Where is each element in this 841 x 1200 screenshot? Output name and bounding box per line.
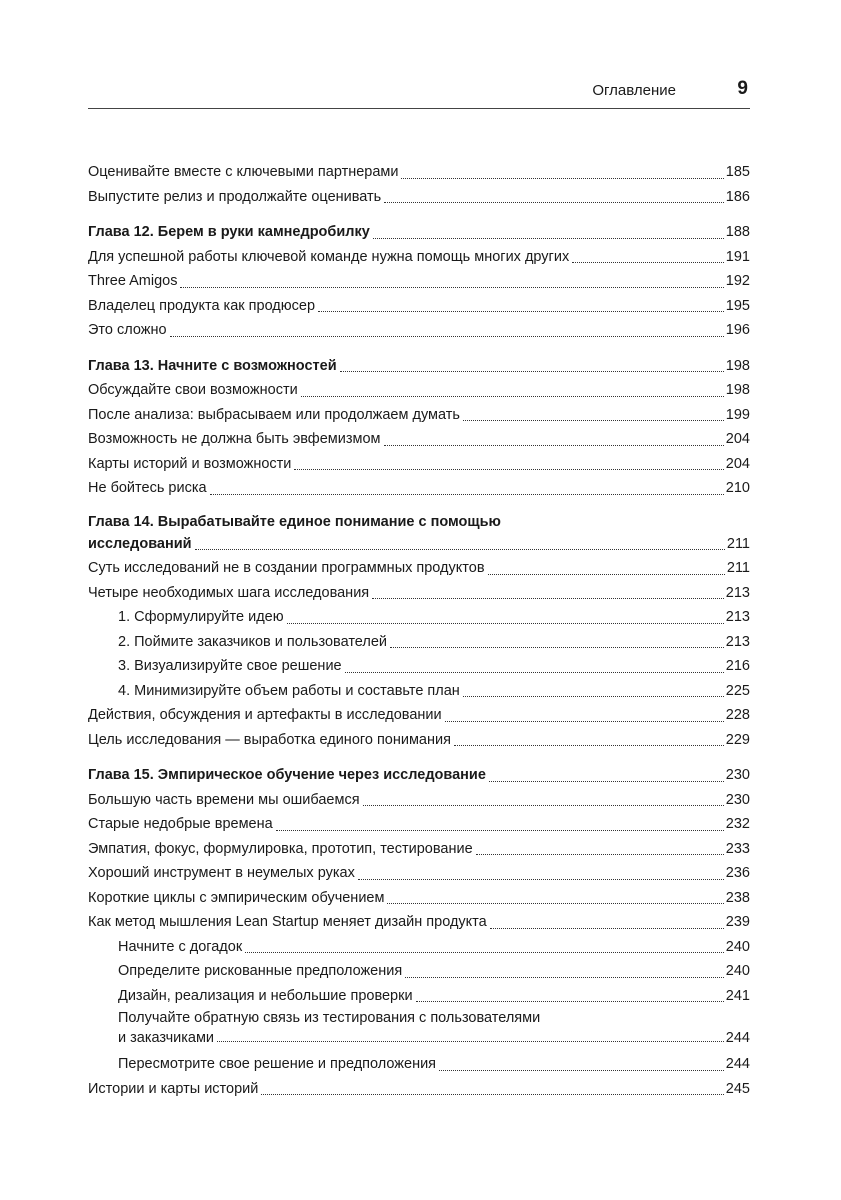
page-number: 9 (737, 78, 748, 99)
toc-entry-page: 199 (725, 406, 750, 423)
toc-entry-page: 230 (725, 767, 750, 783)
toc-entry[interactable] (88, 703, 750, 728)
toc-entry-page: 198 (725, 357, 750, 374)
toc-entry-page: 204 (725, 431, 750, 447)
toc-entry-label: и заказчиками (118, 1030, 215, 1046)
toc-entry-page: 186 (725, 188, 750, 205)
leader-dots (476, 854, 724, 855)
leader-dots (276, 830, 724, 831)
toc-entry-label: Владелец продукта как продюсер (88, 297, 316, 314)
toc-entry-page: 204 (725, 455, 750, 472)
header-title: Оглавление (592, 82, 676, 99)
leader-dots (180, 287, 723, 288)
toc-subentry[interactable] (88, 654, 750, 679)
toc-entry-page: 244 (725, 1056, 750, 1072)
toc-entry-page: 230 (725, 791, 750, 808)
toc-entry[interactable] (88, 886, 750, 911)
toc-entry-page: 232 (725, 816, 750, 832)
leader-dots (454, 745, 724, 746)
toc-entry-label: Не бойтесь риска (88, 480, 207, 496)
toc-entry-label: Оценивайте вместе с ключевыми партнерами (88, 164, 399, 180)
leader-dots (363, 805, 724, 806)
toc-entry[interactable] (88, 378, 750, 403)
leader-dots (372, 598, 724, 599)
toc-entry[interactable] (88, 403, 750, 428)
toc-entry-label: 2. Поймите заказчиков и пользователей (118, 633, 388, 650)
toc-entry[interactable] (88, 581, 750, 606)
toc-entry-label: Четыре необходимых шага исследования (88, 584, 370, 601)
toc-entry[interactable] (88, 812, 750, 837)
toc-entry-page: 229 (725, 731, 750, 748)
leader-dots (463, 696, 724, 697)
toc-entry-page: 196 (725, 322, 750, 338)
toc-entry-page: 238 (725, 889, 750, 906)
toc-entry-page: 213 (725, 633, 750, 650)
toc-chapter-label: Глава 12. Берем в руки камнедробилку (88, 224, 370, 240)
toc-entry-label: Обсуждайте свои возможности (88, 382, 298, 398)
toc-entry-label: Как метод мышления Lean Startup меняет дизайн продукта (88, 914, 487, 930)
toc-entry-label: Старые недобрые времена (88, 816, 273, 832)
toc-entry-page: 236 (725, 865, 750, 881)
toc-entry-label: Большую часть времени мы ошибаемся (88, 791, 360, 808)
leader-dots (463, 420, 724, 421)
toc-entry-label: Цель исследования — выработка единого понимания (88, 731, 451, 748)
leader-dots (489, 781, 724, 782)
toc-chapter-14-line1: Глава 14. Вырабатывайте единое понимание с помощью (88, 513, 501, 530)
toc-subentry[interactable] (88, 630, 750, 655)
toc-entry-page: 244 (725, 1030, 750, 1046)
toc-entry[interactable] (88, 185, 750, 210)
leader-dots (345, 672, 724, 673)
leader-dots (572, 262, 724, 263)
toc-entry[interactable] (88, 1077, 750, 1102)
toc-entry-page: 213 (725, 609, 750, 625)
toc-entry-page: 240 (725, 963, 750, 979)
toc-entry-label: Карты историй и возможности (88, 455, 292, 472)
toc-subentry[interactable] (88, 935, 750, 960)
leader-dots (318, 311, 724, 312)
toc-subentry[interactable] (88, 1052, 750, 1077)
toc-entry-label: Three Amigos (88, 273, 178, 289)
toc-entry[interactable] (88, 861, 750, 886)
toc-entry-page: 245 (725, 1080, 750, 1097)
toc-entry[interactable] (88, 728, 750, 753)
toc-entry-page: 188 (725, 224, 750, 240)
toc-subentry[interactable] (88, 984, 750, 1009)
toc-entry[interactable] (88, 160, 750, 185)
toc-chapter-label: Глава 15. Эмпирическое обучение через исследование (88, 767, 486, 783)
toc-entry-label: Это сложно (88, 322, 167, 338)
toc-entry-page: 198 (725, 382, 750, 398)
toc-entry-page: 195 (725, 297, 750, 314)
toc-entry-page: 213 (725, 584, 750, 601)
leader-dots (384, 202, 724, 203)
leader-dots (439, 1070, 724, 1071)
toc-entry-label: 3. Визуализируйте свое решение (118, 658, 342, 674)
toc-entry[interactable] (88, 556, 750, 581)
toc-entry[interactable] (88, 788, 750, 813)
leader-dots (373, 238, 724, 239)
toc-chapter-label: Глава 13. Начните с возможностей (88, 357, 337, 374)
leader-dots (416, 1001, 724, 1002)
leader-dots (488, 574, 725, 575)
leader-dots (384, 445, 724, 446)
toc-entry[interactable] (88, 427, 750, 452)
toc-entry-page: 233 (725, 840, 750, 857)
table-of-contents (88, 160, 750, 1101)
toc-entry-label: Дизайн, реализация и небольшие проверки (118, 987, 413, 1004)
leader-dots (301, 396, 724, 397)
toc-entry[interactable] (88, 269, 750, 294)
toc-entry-page: 211 (726, 535, 750, 552)
toc-entry-label: Хороший инструмент в неумелых руках (88, 865, 355, 881)
leader-dots (445, 721, 724, 722)
toc-entry-label: Суть исследований не в создании программных продуктов (88, 560, 485, 576)
toc-entry[interactable] (88, 910, 750, 935)
leader-dots (210, 494, 724, 495)
toc-entry[interactable] (88, 318, 750, 343)
toc-entry-page: 241 (725, 987, 750, 1004)
toc-entry-label: После анализа: выбрасываем или продолжаем думать (88, 406, 460, 423)
toc-entry[interactable] (88, 245, 750, 270)
toc-entry-label: Определите рискованные предположения (118, 963, 403, 979)
toc-entry-label: 4. Минимизируйте объем работы и составьте план (118, 682, 460, 699)
toc-chapter-14[interactable] (88, 532, 750, 557)
toc-entry-page: 225 (725, 682, 750, 699)
toc-entry-label: Выпустите релиз и продолжайте оценивать (88, 188, 382, 205)
toc-entry-page: 192 (725, 273, 750, 289)
toc-entry-label: 1. Сформулируйте идею (118, 609, 284, 625)
toc-chapter-13[interactable] (88, 354, 750, 379)
toc-subentry[interactable] (88, 605, 750, 630)
toc-entry-label: Начните с догадок (118, 938, 243, 955)
running-header (88, 78, 750, 109)
toc-entry-label: Истории и карты историй (88, 1080, 259, 1097)
toc-entry-page: 191 (725, 248, 750, 265)
toc-entry-label: Пересмотрите свое решение и предположения (118, 1056, 437, 1072)
toc-subentry[interactable] (88, 959, 750, 984)
toc-entry-page: 239 (725, 914, 750, 930)
toc-subentry-line1: Получайте обратную связь из тестирования с пользователями (118, 1010, 541, 1026)
leader-dots (401, 178, 723, 179)
leader-dots (170, 336, 724, 337)
toc-entry[interactable] (88, 837, 750, 862)
leader-dots (490, 928, 724, 929)
leader-dots (195, 549, 725, 550)
leader-dots (390, 647, 724, 648)
toc-entry-label: Короткие циклы с эмпирическим обучением (88, 889, 385, 906)
toc-entry-page: 210 (725, 480, 750, 496)
leader-dots (245, 952, 724, 953)
toc-chapter-15[interactable] (88, 763, 750, 788)
toc-entry-label: Для успешной работы ключевой команде нужна помощь многих других (88, 248, 570, 265)
toc-subentry[interactable] (88, 679, 750, 704)
toc-entry-label: Эмпатия, фокус, формулировка, прототип, тестирование (88, 840, 473, 857)
toc-entry-label: Возможность не должна быть эвфемизмом (88, 431, 381, 447)
toc-entry-page: 240 (725, 938, 750, 955)
toc-entry[interactable] (88, 452, 750, 477)
toc-subentry[interactable] (88, 1028, 750, 1048)
toc-chapter-label: исследований (88, 535, 192, 552)
leader-dots (340, 371, 724, 372)
leader-dots (294, 469, 723, 470)
toc-entry[interactable] (88, 294, 750, 319)
toc-entry-page: 185 (725, 164, 750, 180)
toc-entry[interactable] (88, 476, 750, 501)
leader-dots (261, 1094, 723, 1095)
leader-dots (387, 903, 723, 904)
leader-dots (405, 977, 724, 978)
toc-entry-page: 228 (725, 707, 750, 723)
leader-dots (287, 623, 724, 624)
leader-dots (358, 879, 724, 880)
leader-dots (217, 1041, 724, 1042)
toc-entry-label: Действия, обсуждения и артефакты в исследовании (88, 707, 442, 723)
toc-entry-page: 216 (725, 658, 750, 674)
toc-chapter-12[interactable] (88, 220, 750, 245)
toc-entry-page: 211 (726, 560, 750, 576)
